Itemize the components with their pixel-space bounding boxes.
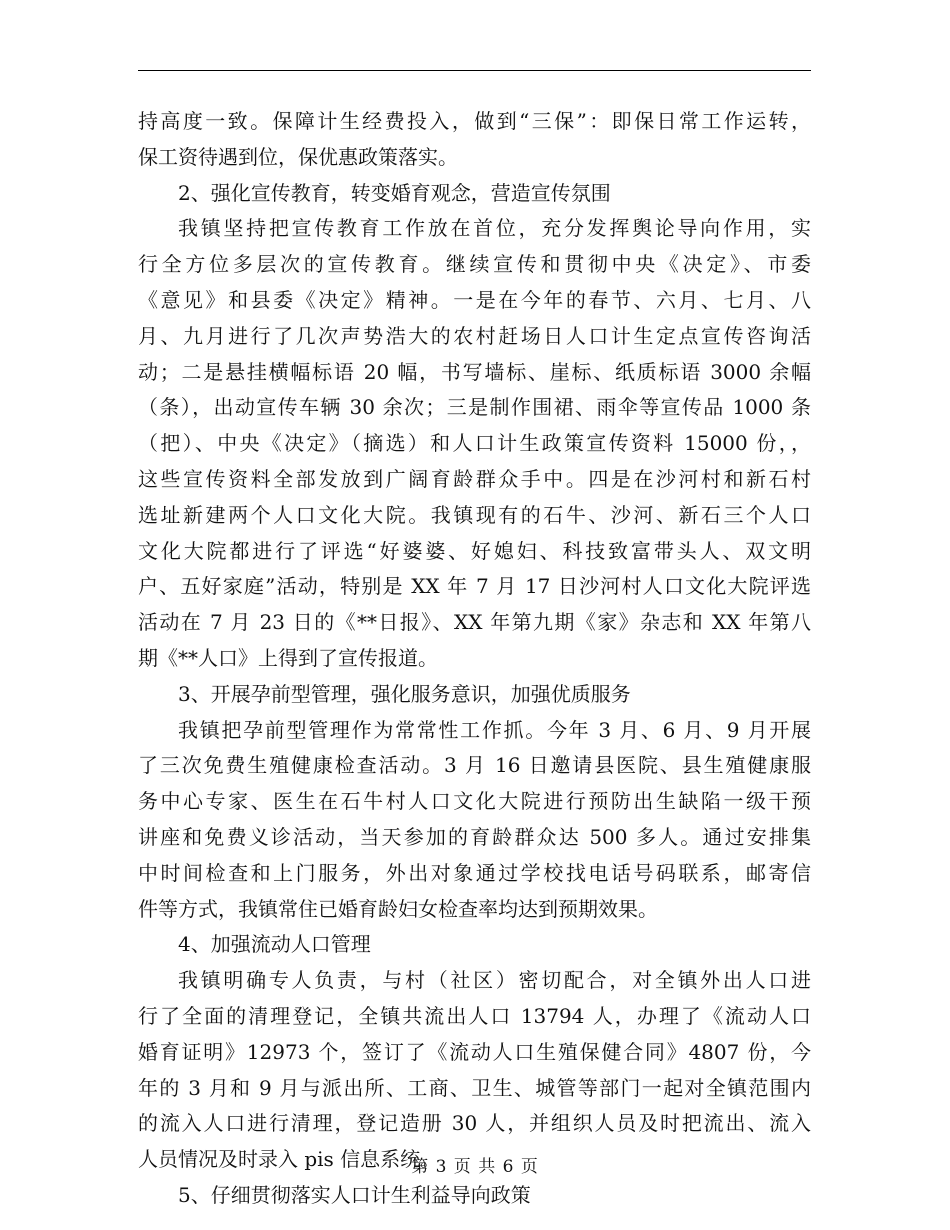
text-line: 中时间检查和上门服务，外出对象通过学校找电话号码联系，邮寄信 [138, 860, 811, 885]
header-rule [138, 70, 811, 71]
text-line: 动；二是悬挂横幅标语 20 幅，书写墙标、崖标、纸质标语 3000 余幅 [138, 359, 811, 384]
text-line: 《意见》和县委《决定》精神。一是在今年的春节、六月、七月、八 [138, 287, 811, 312]
text-line: 我镇把孕前型管理作为常常性工作抓。今年 3 月、6 月、9 月开展 [178, 717, 811, 742]
text-line: 3、开展孕前型管理，强化服务意识，加强优质服务 [178, 681, 631, 706]
text-line: 人员情况及时录入 pis 信息系统。 [138, 1147, 441, 1172]
text-line: 文化大院都进行了评选“好婆婆、好媳妇、科技致富带头人、双文明 [138, 538, 811, 563]
text-line: 期《**人口》上得到了宣传报道。 [138, 645, 438, 670]
text-line: 我镇坚持把宣传教育工作放在首位，充分发挥舆论导向作用，实 [178, 216, 811, 241]
text-line: 2、强化宣传教育，转变婚育观念，营造宣传氛围 [178, 180, 611, 205]
text-line: 月、九月进行了几次声势浩大的农村赶场日人口计生定点宣传咨询活 [138, 323, 811, 348]
text-line: 件等方式，我镇常住已婚育龄妇女检查率均达到预期效果。 [138, 896, 658, 921]
text-line: 5、仔细贯彻落实人口计生利益导向政策 [178, 1182, 531, 1207]
text-line: （条），出动宣传车辆 30 余次；三是制作围裙、雨伞等宣传品 1000 条 [138, 395, 811, 420]
text-line: 选址新建两个人口文化大院。我镇现有的石牛、沙河、新石三个人口 [138, 502, 811, 527]
text-line: 行了全面的清理登记，全镇共流出人口 13794 人，办理了《流动人口 [138, 1003, 811, 1028]
body-text [138, 104, 811, 1214]
text-line: 活动在 7 月 23 日的《**日报》、XX 年第九期《家》杂志和 XX 年第八 [138, 610, 811, 635]
text-line: 我镇明确专人负责，与村（社区）密切配合，对全镇外出人口进 [178, 968, 811, 993]
text-line: 持高度一致。保障计生经费投入，做到“三保”：即保日常工作运转， [138, 109, 811, 133]
page-number-footer: 第 3 页 共 6 页 [411, 1157, 539, 1177]
text-line: 了三次免费生殖健康检查活动。3 月 16 日邀请县医院、县生殖健康服 [138, 753, 811, 778]
text-line: 这些宣传资料全部发放到广阔育龄群众手中。四是在沙河村和新石村 [138, 466, 811, 491]
text-line: 务中心专家、医生在石牛村人口文化大院进行预防出生缺陷一级干预 [138, 789, 811, 814]
text-line: 保工资待遇到位，保优惠政策落实。 [138, 144, 458, 169]
text-line: 年的 3 月和 9 月与派出所、工商、卫生、城管等部门一起对全镇范围内 [138, 1075, 811, 1100]
text-line: 4、加强流动人口管理 [178, 932, 371, 957]
text-line: 婚育证明》12973 个，签订了《流动人口生殖保健合同》4807 份，今 [138, 1039, 811, 1064]
text-line: 讲座和免费义诊活动，当天参加的育龄群众达 500 多人。通过安排集 [138, 824, 811, 849]
text-line: 户、五好家庭”活动，特别是 XX 年 7 月 17 日沙河村人口文化大院评选 [138, 574, 811, 599]
text-line: 行全方位多层次的宣传教育。继续宣传和贯彻中央《决定》、市委 [138, 252, 811, 277]
text-line: 的流入人口进行清理，登记造册 30 人，并组织人员及时把流出、流入 [138, 1111, 811, 1136]
text-line: （把）、中央《决定》（摘选）和人口计生政策宣传资料 15000 份，， [138, 431, 811, 456]
